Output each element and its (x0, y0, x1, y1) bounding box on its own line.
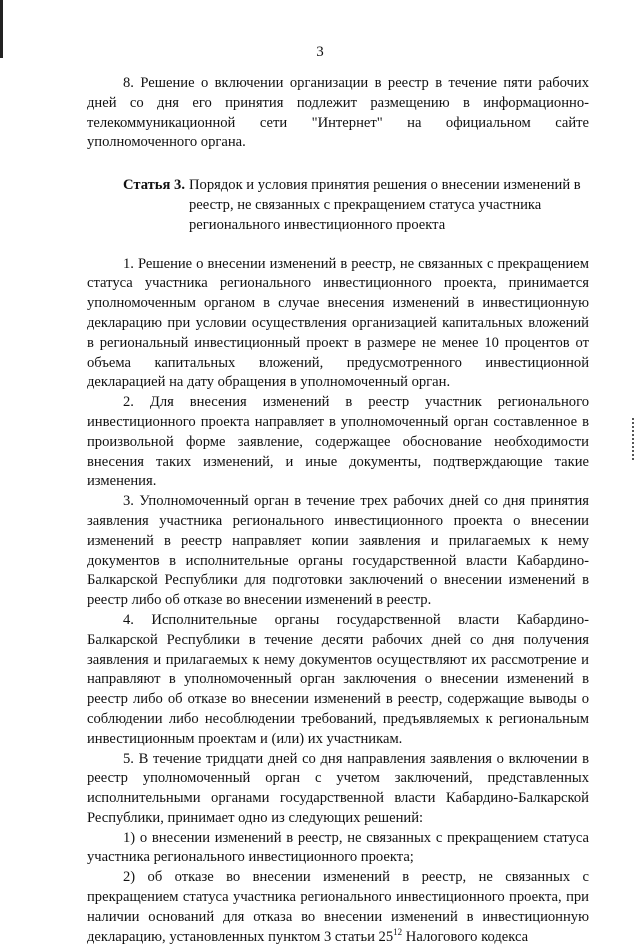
subparagraph-2 (87, 868, 589, 947)
paragraph-1: 1. Решение о внесении изменений в реестр, не связанных с прекращением статуса участника регионального инвестиционного проекта, принимается уполномоченным органом в случае внесения изменений в инвестиционную декларацию при условии осуществления организацией капитальных вложений в региональный инвестиционный проект в размере не менее 10 процентов от объема капитальных вложений, предусмотренного инвестиционной декларацией на дату обращения в уполномоченный орган. (87, 255, 589, 391)
article-title: Порядок и условия принятия решения о внесении изменений в реестр, не связанных с прекращением статуса участника регионального инвестиционного проекта (189, 177, 581, 233)
paragraph-8: 8. Решение о включении организации в реестр в течение пяти рабочих дней со дня его принятия подлежит размещению в информационно-телекоммуникационной сети "Интернет" на официальном сайте уполномоченного органа. (87, 75, 589, 151)
paragraph-2: 2. Для внесения изменений в реестр участник регионального инвестиционного проекта направляет в уполномоченный орган составленное в произвольной форме заявление, содержащее обоснование необходимости внесения таких изменений, и иные документы, подтверждающие такие изменения. (87, 394, 589, 490)
scan-side-mark (632, 418, 636, 460)
article-label: Статья 3. (123, 177, 185, 194)
page-number: 3 (316, 44, 324, 60)
paragraph-3: 3. Уполномоченный орган в течение трех рабочих дней со дня принятия заявления участника регионального инвестиционного проекта о внесении изменений в реестр направляет копии заявления и прилагаемых к нему документов в исполнительные органы государственной власти Кабардино-Балкарской Республики для подготовки заключений о внесении изменений в реестр либо об отказе во внесении изменений в реестр. (87, 493, 589, 609)
paragraph-4: 4. Исполнительные органы государственной власти Кабардино-Балкарской Республики в течение десяти рабочих дней со дня получения заявления и прилагаемых к нему документов осуществляют их рассмотрение и направляют в уполномоченный орган заключения о внесении изменений в реестр либо об отказе во внесении изменений в реестр, содержащие выводы о соблюдении либо несоблюдении требований, предъявляемых к региональным инвестиционным проектам и (или) их участникам. (87, 611, 589, 747)
article-superscript: 12 (393, 926, 403, 937)
subparagraph-1: 1) о внесении изменений в реестр, не связанных с прекращением статуса участника регионального инвестиционного проекта; (87, 829, 589, 866)
document-body (87, 74, 589, 947)
article-heading (87, 176, 589, 235)
paragraph-5: 5. В течение тридцати дней со дня направления заявления о включении в реестр уполномоченный орган с учетом заключений, представленных исполнительными органами государственной власти Кабардино-Балкарской Республики, принимает одно из следующих решений: (87, 750, 589, 826)
subparagraph-2-tail: Налогового кодекса (402, 928, 529, 945)
subparagraph-2-text: 2) об отказе во внесении изменений в реестр, не связанных с прекращением статуса участника регионального инвестиционного проекта, при наличии оснований для отказа во внесении изменений в инвестиционную декларацию, установленных пунктом 3 статьи 25 (87, 869, 589, 945)
